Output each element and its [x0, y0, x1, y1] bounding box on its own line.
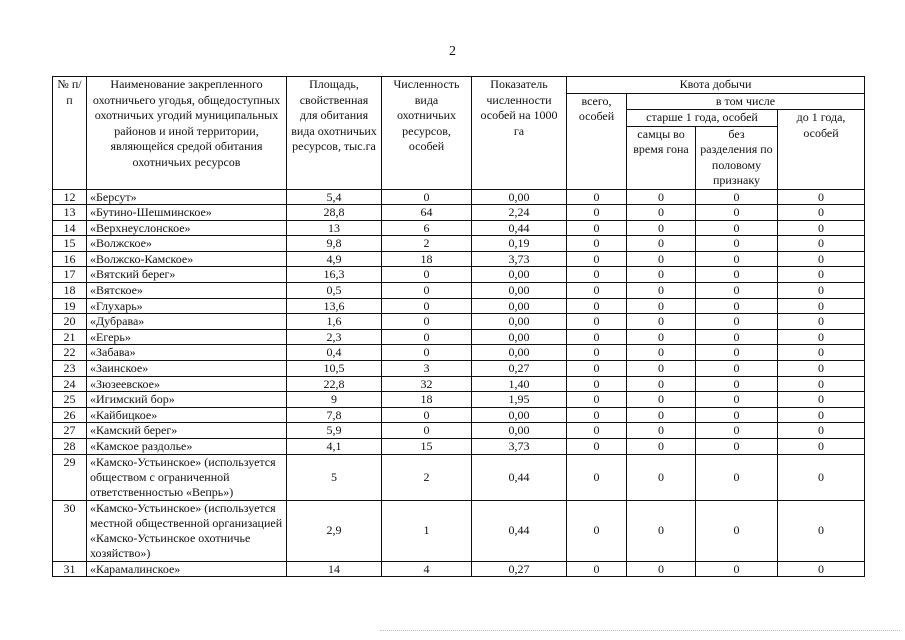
cell-count: 6 [382, 220, 472, 236]
table-row [53, 407, 865, 423]
cell-n: 18 [53, 283, 87, 299]
cell-total: 0 [567, 298, 627, 314]
cell-males: 0 [627, 189, 696, 205]
cell-density: 0,00 [472, 283, 567, 299]
cell-name: «Глухарь» [87, 298, 287, 314]
cell-males: 0 [627, 283, 696, 299]
cell-density: 0,00 [472, 189, 567, 205]
cell-area: 0,5 [287, 283, 382, 299]
cell-count: 0 [382, 407, 472, 423]
cell-density: 0,19 [472, 236, 567, 252]
cell-total: 0 [567, 251, 627, 267]
header-area: Площадь, свойственная для обитания вида охотничьих ресурсов, тыс.га [287, 77, 382, 190]
cell-young: 0 [778, 220, 865, 236]
cell-males: 0 [627, 361, 696, 377]
cell-density: 0,00 [472, 407, 567, 423]
cell-males: 0 [627, 439, 696, 455]
cell-total: 0 [567, 345, 627, 361]
cell-total: 0 [567, 439, 627, 455]
table-body [53, 189, 865, 577]
cell-nosex: 0 [696, 329, 778, 345]
cell-nosex: 0 [696, 220, 778, 236]
table-row [53, 376, 865, 392]
cell-young: 0 [778, 345, 865, 361]
cell-total: 0 [567, 267, 627, 283]
table-row [53, 439, 865, 455]
table-row [53, 298, 865, 314]
cell-n: 14 [53, 220, 87, 236]
cell-name: «Заинское» [87, 361, 287, 377]
table-row [53, 267, 865, 283]
cell-density: 0,27 [472, 361, 567, 377]
cell-name: «Дубрава» [87, 314, 287, 330]
cell-density: 0,00 [472, 345, 567, 361]
table-row [53, 236, 865, 252]
cell-name: «Камский берег» [87, 423, 287, 439]
table-row [53, 500, 865, 561]
cell-males: 0 [627, 236, 696, 252]
cell-density: 0,44 [472, 220, 567, 236]
cell-count: 0 [382, 314, 472, 330]
cell-males: 0 [627, 220, 696, 236]
cell-density: 3,73 [472, 251, 567, 267]
table-row [53, 561, 865, 577]
cell-area: 7,8 [287, 407, 382, 423]
cell-total: 0 [567, 329, 627, 345]
cell-nosex: 0 [696, 407, 778, 423]
cell-nosex: 0 [696, 267, 778, 283]
cell-young: 0 [778, 251, 865, 267]
cell-density: 1,40 [472, 376, 567, 392]
cell-name: «Верхнеуслонское» [87, 220, 287, 236]
cell-total: 0 [567, 361, 627, 377]
cell-name: «Кайбицкое» [87, 407, 287, 423]
cell-nosex: 0 [696, 361, 778, 377]
cell-n: 23 [53, 361, 87, 377]
table-row [53, 220, 865, 236]
scan-artifact [380, 630, 900, 633]
cell-name: «Забава» [87, 345, 287, 361]
cell-name: «Бутино-Шешминское» [87, 205, 287, 221]
cell-area: 9 [287, 392, 382, 408]
cell-total: 0 [567, 454, 627, 500]
cell-name: «Камско-Устьинское» (используется местной общественной организацией «Камско-Устьинское охотничье хозяйство») [87, 500, 287, 561]
cell-young: 0 [778, 236, 865, 252]
cell-young: 0 [778, 189, 865, 205]
cell-area: 4,1 [287, 439, 382, 455]
table-row [53, 205, 865, 221]
cell-total: 0 [567, 236, 627, 252]
cell-young: 0 [778, 361, 865, 377]
header-quota: Квота добычи [567, 77, 865, 94]
cell-young: 0 [778, 267, 865, 283]
cell-density: 0,27 [472, 561, 567, 577]
cell-young: 0 [778, 439, 865, 455]
cell-count: 18 [382, 392, 472, 408]
cell-area: 4,9 [287, 251, 382, 267]
cell-count: 1 [382, 500, 472, 561]
cell-area: 13 [287, 220, 382, 236]
cell-name: «Зюзеевское» [87, 376, 287, 392]
table-row [53, 345, 865, 361]
cell-density: 0,00 [472, 423, 567, 439]
cell-area: 14 [287, 561, 382, 577]
cell-total: 0 [567, 376, 627, 392]
cell-nosex: 0 [696, 251, 778, 267]
cell-name: «Волжско-Камское» [87, 251, 287, 267]
cell-count: 32 [382, 376, 472, 392]
cell-males: 0 [627, 500, 696, 561]
cell-nosex: 0 [696, 423, 778, 439]
cell-count: 0 [382, 298, 472, 314]
cell-name: «Карамалинское» [87, 561, 287, 577]
cell-nosex: 0 [696, 345, 778, 361]
cell-total: 0 [567, 220, 627, 236]
cell-males: 0 [627, 314, 696, 330]
cell-area: 9,8 [287, 236, 382, 252]
cell-males: 0 [627, 392, 696, 408]
cell-young: 0 [778, 376, 865, 392]
cell-young: 0 [778, 500, 865, 561]
cell-count: 0 [382, 329, 472, 345]
table-row [53, 454, 865, 500]
cell-area: 16,3 [287, 267, 382, 283]
cell-count: 4 [382, 561, 472, 577]
cell-males: 0 [627, 423, 696, 439]
cell-nosex: 0 [696, 298, 778, 314]
page-number: 2 [449, 44, 456, 59]
cell-density: 0,00 [472, 329, 567, 345]
cell-young: 0 [778, 298, 865, 314]
cell-area: 5,9 [287, 423, 382, 439]
cell-nosex: 0 [696, 392, 778, 408]
cell-name: «Камское раздолье» [87, 439, 287, 455]
table-row [53, 423, 865, 439]
header-density: Показатель численности особей на 1000 га [472, 77, 567, 190]
cell-count: 18 [382, 251, 472, 267]
cell-n: 29 [53, 454, 87, 500]
cell-name: «Егерь» [87, 329, 287, 345]
cell-area: 28,8 [287, 205, 382, 221]
cell-males: 0 [627, 454, 696, 500]
cell-nosex: 0 [696, 236, 778, 252]
cell-males: 0 [627, 298, 696, 314]
cell-name: «Волжское» [87, 236, 287, 252]
table-row [53, 329, 865, 345]
cell-n: 17 [53, 267, 87, 283]
cell-name: «Вятское» [87, 283, 287, 299]
cell-young: 0 [778, 392, 865, 408]
table-row [53, 189, 865, 205]
table-row [53, 283, 865, 299]
cell-n: 24 [53, 376, 87, 392]
cell-total: 0 [567, 500, 627, 561]
cell-name: «Берсут» [87, 189, 287, 205]
table-row [53, 392, 865, 408]
cell-count: 0 [382, 345, 472, 361]
cell-density: 0,44 [472, 454, 567, 500]
cell-n: 27 [53, 423, 87, 439]
cell-name: «Вятский берег» [87, 267, 287, 283]
cell-n: 22 [53, 345, 87, 361]
header-name: Наименование закрепленного охотничьего угодья, общедоступных охотничьих угодий муниципальных районов и иной территории, являющейся средой обитания охотничьих ресурсов [87, 77, 287, 190]
cell-area: 5 [287, 454, 382, 500]
cell-n: 26 [53, 407, 87, 423]
cell-n: 15 [53, 236, 87, 252]
cell-density: 1,95 [472, 392, 567, 408]
cell-n: 30 [53, 500, 87, 561]
cell-nosex: 0 [696, 439, 778, 455]
cell-nosex: 0 [696, 189, 778, 205]
cell-nosex: 0 [696, 376, 778, 392]
cell-total: 0 [567, 205, 627, 221]
cell-nosex: 0 [696, 500, 778, 561]
table-row [53, 361, 865, 377]
cell-density: 0,44 [472, 500, 567, 561]
cell-young: 0 [778, 407, 865, 423]
table-row [53, 251, 865, 267]
cell-total: 0 [567, 407, 627, 423]
cell-total: 0 [567, 423, 627, 439]
cell-young: 0 [778, 283, 865, 299]
cell-count: 2 [382, 454, 472, 500]
cell-n: 19 [53, 298, 87, 314]
cell-area: 5,4 [287, 189, 382, 205]
cell-n: 13 [53, 205, 87, 221]
cell-young: 0 [778, 205, 865, 221]
cell-count: 0 [382, 423, 472, 439]
cell-area: 10,5 [287, 361, 382, 377]
cell-young: 0 [778, 423, 865, 439]
cell-total: 0 [567, 189, 627, 205]
cell-count: 0 [382, 267, 472, 283]
cell-name: «Камско-Устьинское» (используется обществом с ограниченной ответственностью «Вепрь») [87, 454, 287, 500]
cell-area: 2,3 [287, 329, 382, 345]
header-young: до 1 года, особей [778, 110, 865, 190]
cell-young: 0 [778, 454, 865, 500]
cell-males: 0 [627, 267, 696, 283]
header-no-sex: без разделения по половому признаку [696, 126, 778, 189]
cell-young: 0 [778, 329, 865, 345]
cell-name: «Игимский бор» [87, 392, 287, 408]
table-row [53, 314, 865, 330]
cell-n: 16 [53, 251, 87, 267]
cell-count: 0 [382, 189, 472, 205]
cell-young: 0 [778, 314, 865, 330]
cell-males: 0 [627, 561, 696, 577]
cell-density: 0,00 [472, 267, 567, 283]
cell-area: 13,6 [287, 298, 382, 314]
cell-density: 3,73 [472, 439, 567, 455]
cell-total: 0 [567, 561, 627, 577]
cell-count: 15 [382, 439, 472, 455]
cell-total: 0 [567, 392, 627, 408]
cell-n: 28 [53, 439, 87, 455]
cell-count: 2 [382, 236, 472, 252]
cell-area: 2,9 [287, 500, 382, 561]
cell-males: 0 [627, 407, 696, 423]
header-males: самцы во время гона [627, 126, 696, 189]
cell-males: 0 [627, 345, 696, 361]
cell-area: 22,8 [287, 376, 382, 392]
cell-nosex: 0 [696, 561, 778, 577]
header-including: в том числе [627, 93, 865, 110]
cell-area: 1,6 [287, 314, 382, 330]
cell-n: 21 [53, 329, 87, 345]
cell-n: 31 [53, 561, 87, 577]
cell-density: 0,00 [472, 314, 567, 330]
header-total: всего, особей [567, 93, 627, 189]
cell-nosex: 0 [696, 283, 778, 299]
cell-n: 12 [53, 189, 87, 205]
cell-density: 0,00 [472, 298, 567, 314]
cell-males: 0 [627, 251, 696, 267]
cell-area: 0,4 [287, 345, 382, 361]
cell-count: 64 [382, 205, 472, 221]
header-older: старше 1 года, особей [627, 110, 778, 127]
cell-density: 2,24 [472, 205, 567, 221]
cell-count: 3 [382, 361, 472, 377]
cell-nosex: 0 [696, 454, 778, 500]
header-count: Численность вида охотничьих ресурсов, особей [382, 77, 472, 190]
cell-total: 0 [567, 314, 627, 330]
cell-nosex: 0 [696, 314, 778, 330]
quota-table [52, 76, 865, 577]
cell-count: 0 [382, 283, 472, 299]
cell-young: 0 [778, 561, 865, 577]
cell-males: 0 [627, 376, 696, 392]
cell-males: 0 [627, 205, 696, 221]
cell-n: 20 [53, 314, 87, 330]
table-header [53, 77, 865, 190]
cell-nosex: 0 [696, 205, 778, 221]
cell-total: 0 [567, 283, 627, 299]
cell-males: 0 [627, 329, 696, 345]
cell-n: 25 [53, 392, 87, 408]
header-num: № п/п [53, 77, 87, 190]
